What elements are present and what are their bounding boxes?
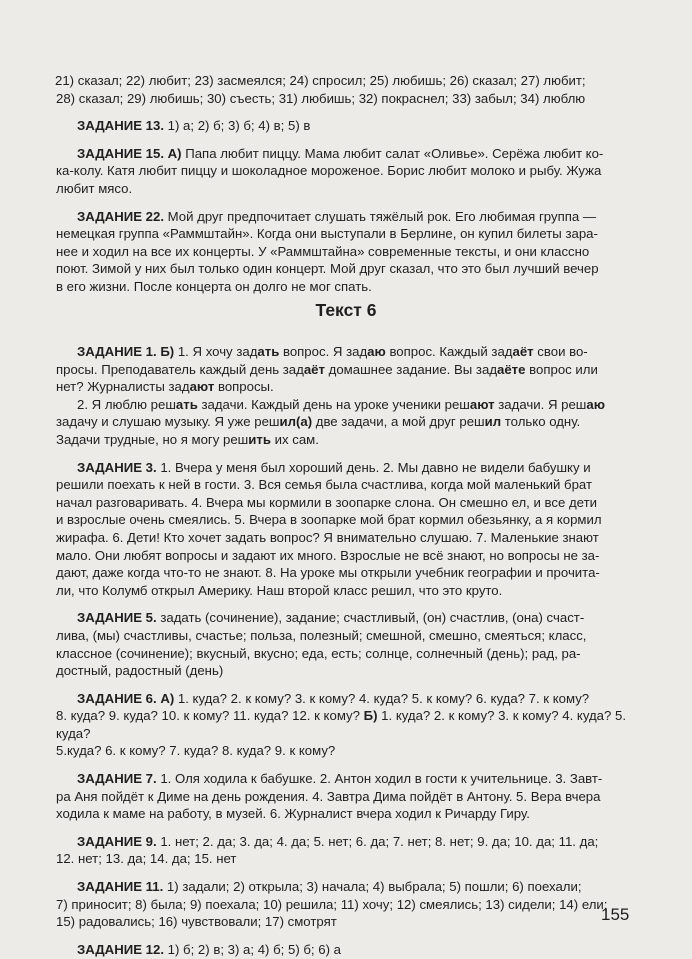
task-heading: ЗАДАНИЕ 12. (77, 941, 164, 957)
text-block-main (56, 343, 636, 958)
task-heading: ЗАДАНИЕ 13. (77, 118, 164, 134)
task-9: ЗАДАНИЕ 9. 1. нет; 2. да; 3. да; 4. да; 5. нет; 6. да; 7. нет; 8. нет; 9. да; 10. да; 11. да; 12. нет; 13. да; 14. да; 15. нет (56, 833, 599, 867)
task-11: ЗАДАНИЕ 11. 1) задали; 2) открыла; 3) начала; 4) выбрала; 5) пошли; 6) поехали; 7) приносит; 8) была; 9) поехала; 10) решила; 11) хочу; 12) смеялись; 13) сидели; 14) ели; 15) радовались; 16) чувствовали; 17) смотрят (56, 879, 608, 930)
section-title: Текст 6 (315, 300, 377, 320)
task-5: ЗАДАНИЕ 5. задать (сочинение), задание; счастливый, (он) счастлив, (она) счаст- лива, (мы) счастливы, счастье; польза, полезный; смешной, смешно, смеяться; класс, классное (сочинение); вкусный, вкусно; еда, есть; солнце, солнечный (день); рад, ра- достный, радостный (день) (56, 610, 587, 679)
text-block-top (56, 72, 636, 296)
task-7: ЗАДАНИЕ 7. 1. Оля ходила к бабушке. 2. Антон ходил в гости к учительнице. 3. Завт- ра Аня пойдёт к Диме на день рождения. 4. Завтра Дима пойдёт в Антону. 5. Вера вчера ходила к маме на работу, в музей. 6. Журналист вчера ходил к Ричарду Гиру. (56, 771, 603, 822)
task-heading: ЗАДАНИЕ 6. А) (77, 690, 175, 706)
task-13: ЗАДАНИЕ 13. 1) а; 2) б; 3) б; 4) в; 5) в (77, 118, 311, 134)
task-heading: ЗАДАНИЕ 7. (77, 771, 157, 787)
task-heading: ЗАДАНИЕ 11. (77, 879, 164, 895)
task-heading: ЗАДАНИЕ 5. (77, 610, 157, 626)
task-22: ЗАДАНИЕ 22. Мой друг предпочитает слушать тяжёлый рок. Его любимая группа — немецкая группа «Раммштайн». Когда они выступали в Берлине, он купил билеты зара- нее и ходил на все их концерты. У «Раммштайна» современные тексты, и они классно поют. Зимой у них был только один концерт. Мой друг сказал, что это был лучший вечер в его жизни. После концерта он долго не мог спать. (56, 208, 599, 294)
task-heading: ЗАДАНИЕ 1. Б) (77, 344, 175, 359)
task-15: ЗАДАНИЕ 15. А) Папа любит пиццу. Мама любит салат «Оливье». Серёжа любит ко- ка-колу. Катя любит пиццу и шоколадное мороженое. Борис любит молоко и рыбу. Жужа любит мясо. (56, 145, 604, 196)
task-heading: ЗАДАНИЕ 22. (77, 208, 164, 224)
task-3: ЗАДАНИЕ 3. 1. Вчера у меня был хороший день. 2. Мы давно не видели бабушку и решили поехать к ней в гости. 3. Вся семья была счастлива, когда мой маленький брат начал разговаривать. 4. Вчера мы кормили в зоопарке слона. Он смешно ел, и все дети и взрослые очень смеялись. 5. Вчера в зоопарке мой брат кормил обезьянку, а я кормил жирафа. 6. Дети! Кто хочет задать вопрос? Я внимательно слушаю. 7. Маленькие знают мало. Они любят вопросы и задают их много. Взрослые не всё знают, но вопросы не за- дают, даже когда что-то не знают. 8. На уроке мы открыли учебник географии и прочита- ли, что Колумб открыл Америку. Наш второй класс решил, что это круто. (56, 459, 602, 598)
task-1: ЗАДАНИЕ 1. Б) 1. Я хочу задать вопрос. Я задаю вопрос. Каждый задаёт свои во- просы. Преподаватель каждый день задаёт домашнее задание. Вы задаёте вопрос или нет? Журналисты задают вопросы. 2. Я люблю решать задачи. Каждый день на уроке ученики решают задачи. Я решаю задачу и слушаю музыку. Я уже решил(а) две задачи, а мой друг решил только одну. Задачи трудные, но я могу решить их сам. (56, 344, 605, 447)
continued-answers: 21) сказал; 22) любит; 23) засмеялся; 24) спросил; 25) любишь; 26) сказал; 27) любит; 28) сказал; 29) любишь; 30) съесть; 31) любишь; 32) покраснел; 33) забыл; 34) люблю (55, 73, 586, 106)
task-heading: ЗАДАНИЕ 15. А) (77, 145, 182, 161)
task-heading: ЗАДАНИЕ 9. (77, 833, 157, 849)
page-number: 155 (601, 905, 630, 924)
task-12: ЗАДАНИЕ 12. 1) б; 2) в; 3) а; 4) б; 5) б; 6) а (77, 941, 341, 957)
task-6: ЗАДАНИЕ 6. А) 1. куда? 2. к кому? 3. к кому? 4. куда? 5. к кому? 6. куда? 7. к кому? 8. куда? 9. куда? 10. к кому? 11. куда? 12. к кому? Б) 1. куда? 2. к кому? 3. к кому? 4. куда? 5. куда? 5.куда? 6. к кому? 7. куда? 8. куда? 9. к кому? (56, 690, 626, 759)
task-heading: ЗАДАНИЕ 3. (77, 459, 157, 475)
